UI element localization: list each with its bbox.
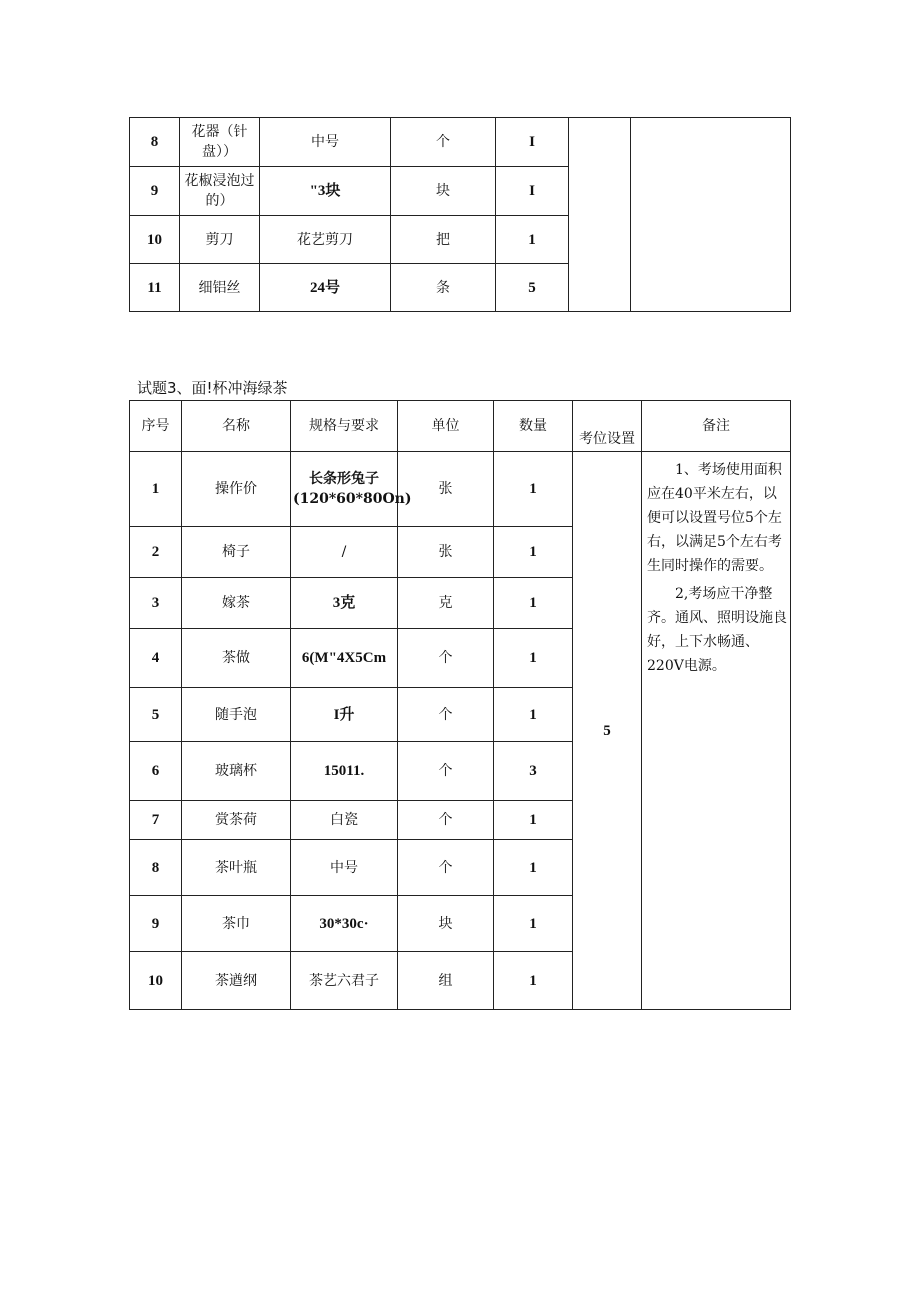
row-number: 9 <box>130 896 182 952</box>
item-qty: I <box>496 118 569 167</box>
row-number: 10 <box>130 216 180 264</box>
notes-cell <box>642 452 791 1010</box>
item-name: 茶叶瓶 <box>182 840 291 896</box>
item-unit: 个 <box>398 840 494 896</box>
row-number: 4 <box>130 629 182 688</box>
item-name: 花器（针盘）） <box>180 118 260 167</box>
item-qty: 3 <box>494 742 573 801</box>
item-qty: 1 <box>494 896 573 952</box>
item-unit: 把 <box>391 216 496 264</box>
item-name: 茶遒纲 <box>182 952 291 1010</box>
item-name: 剪刀 <box>180 216 260 264</box>
item-name: 茶巾 <box>182 896 291 952</box>
item-name: 嫁茶 <box>182 578 291 629</box>
note-2: 2,考场应干净整齐。通风、照明设施良好，上下水畅通、220V电源。 <box>647 586 787 674</box>
row-number: 2 <box>130 527 182 578</box>
item-qty: 5 <box>496 264 569 312</box>
item-unit: 张 <box>398 527 494 578</box>
item-qty: 1 <box>494 801 573 840</box>
item-unit: 块 <box>398 896 494 952</box>
item-unit: 组 <box>398 952 494 1010</box>
item-spec: 15011. <box>291 742 398 801</box>
header-no: 序号 <box>130 401 182 452</box>
item-name: 玻璃杯 <box>182 742 291 801</box>
item-qty: 1 <box>496 216 569 264</box>
item-spec: "3块 <box>260 167 391 216</box>
row-number: 6 <box>130 742 182 801</box>
item-spec: 24号 <box>260 264 391 312</box>
header-spec: 规格与要求 <box>291 401 398 452</box>
header-qty: 数量 <box>494 401 573 452</box>
item-name: 操作价 <box>182 452 291 527</box>
item-name: 茶做 <box>182 629 291 688</box>
header-station: 考位设置 <box>573 401 642 452</box>
equipment-table-continued <box>129 117 791 312</box>
item-qty: 1 <box>494 527 573 578</box>
item-name: 椅子 <box>182 527 291 578</box>
item-spec: 茶艺六君子 <box>291 952 398 1010</box>
item-name: 随手泡 <box>182 688 291 742</box>
item-unit: 个 <box>398 688 494 742</box>
station-count: 5 <box>573 452 642 1010</box>
header-row <box>130 401 791 452</box>
station-cell <box>569 118 631 312</box>
equipment-table <box>129 400 791 1010</box>
item-spec: I升 <box>291 688 398 742</box>
row-number: 9 <box>130 167 180 216</box>
table-row <box>130 118 791 167</box>
item-unit: 个 <box>398 742 494 801</box>
note-1: 1、考场使用面积应在40平米左右，以便可以设置号位5个左右，以满足5个左右考生同时操作的需要。 <box>647 462 782 574</box>
header-notes: 备注 <box>642 401 791 452</box>
item-spec: / <box>291 527 398 578</box>
item-unit: 个 <box>391 118 496 167</box>
row-number: 5 <box>130 688 182 742</box>
row-number: 11 <box>130 264 180 312</box>
item-spec: 中号 <box>260 118 391 167</box>
item-qty: 1 <box>494 452 573 527</box>
item-spec: 中号 <box>291 840 398 896</box>
item-name: 赏茶荷 <box>182 801 291 840</box>
row-number: 8 <box>130 840 182 896</box>
row-number: 1 <box>130 452 182 527</box>
item-spec: 3克 <box>291 578 398 629</box>
item-qty: 1 <box>494 629 573 688</box>
row-number: 10 <box>130 952 182 1010</box>
item-qty: 1 <box>494 578 573 629</box>
item-unit: 个 <box>398 801 494 840</box>
item-qty: 1 <box>494 688 573 742</box>
row-number: 3 <box>130 578 182 629</box>
item-unit: 克 <box>398 578 494 629</box>
header-name: 名称 <box>182 401 291 452</box>
item-spec: 白瓷 <box>291 801 398 840</box>
section-title: 试题3、面!杯冲海绿茶 <box>137 379 288 397</box>
item-unit: 条 <box>391 264 496 312</box>
item-name: 细铝丝 <box>180 264 260 312</box>
item-spec: 长条形兔子(120*60*80On) <box>291 452 398 527</box>
item-unit: 个 <box>398 629 494 688</box>
row-number: 7 <box>130 801 182 840</box>
header-unit: 单位 <box>398 401 494 452</box>
item-spec: 30*30c· <box>291 896 398 952</box>
item-unit: 块 <box>391 167 496 216</box>
item-spec: 6(M"4X5Cm <box>291 629 398 688</box>
item-qty: I <box>496 167 569 216</box>
row-number: 8 <box>130 118 180 167</box>
item-unit: 张 <box>398 452 494 527</box>
item-name: 花椒浸泡过的） <box>180 167 260 216</box>
item-spec: 花艺剪刀 <box>260 216 391 264</box>
notes-cell <box>631 118 791 312</box>
table-row <box>130 452 791 527</box>
item-qty: 1 <box>494 840 573 896</box>
item-qty: 1 <box>494 952 573 1010</box>
